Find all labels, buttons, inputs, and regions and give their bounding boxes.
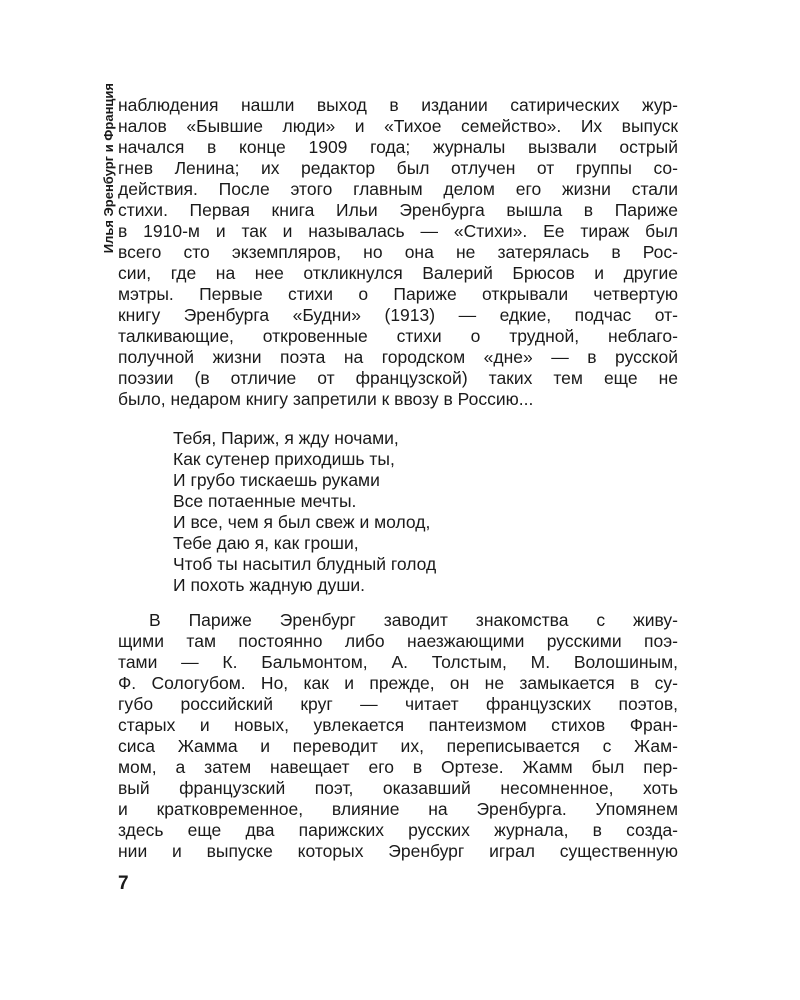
text-line: поэзии (в отличие от французской) таких тем еще не [118, 368, 678, 388]
text-line: действия. После этого главным делом его жизни стали [118, 179, 678, 199]
text-line: и кратковременное, влияние на Эренбурга. Упомянем [118, 799, 678, 819]
text-line: нии и выпуске которых Эренбург играл существенную [118, 841, 678, 861]
text-line: мэтры. Первые стихи о Париже открывали четвертую [118, 284, 678, 304]
text-line: мом, а затем навещает его в Ортезе. Жамм был пер- [118, 757, 678, 777]
text-line: налов «Бывшие люди» и «Тихое семейство». Их выпуск [118, 116, 678, 136]
text-line: наблюдения нашли выход в издании сатирических жур- [118, 95, 678, 115]
poem-line: Тебя, Париж, я жду ночами, [173, 428, 399, 448]
poem-line: И похоть жадную души. [173, 575, 366, 595]
poem-line: Тебе даю я, как гроши, [173, 533, 359, 553]
poem-line: И грубо тискаешь руками [173, 470, 380, 490]
poem-line: Как сутенер приходишь ты, [173, 449, 395, 469]
text-line: Ф. Сологубом. Но, как и прежде, он не замыкается в су- [118, 673, 678, 693]
text-line: в 1910-м и так и называлась — «Стихи». Ее тираж был [118, 221, 678, 241]
poem-line: Все потаенные мечты. [173, 491, 357, 511]
text-line: сии, где на нее откликнулся Валерий Брюсов и другие [118, 263, 678, 283]
text-line: было, недаром книгу запретили к ввозу в Россию... [118, 389, 534, 409]
poem-stanza [173, 428, 573, 596]
text-line: тами — К. Бальмонтом, А. Толстым, М. Волошиным, [118, 652, 678, 672]
text-line: сиса Жамма и переводит их, переписывается с Жам- [118, 736, 678, 756]
text-line: книгу Эренбурга «Будни» (1913) — едкие, подчас от- [118, 305, 678, 325]
text-line: щими там постоянно либо наезжающими русскими поэ- [118, 631, 678, 651]
poem-line: И все, чем я был свеж и молод, [173, 512, 431, 532]
text-line: губо российский круг — читает французских поэтов, [118, 694, 678, 714]
text-line: старых и новых, увлекается пантеизмом стихов Фран- [118, 715, 678, 735]
running-head [100, 83, 118, 255]
text-line: талкивающие, откровенные стихи о трудной, неблаго- [118, 326, 678, 346]
text-line: начался в конце 1909 года; журналы вызвали острый [118, 137, 678, 157]
page-number: 7 [118, 873, 129, 894]
text-line: гнев Ленина; их редактор был отлучен от группы со- [118, 158, 678, 178]
text-line: здесь еще два парижских русских журнала, в созда- [118, 820, 678, 840]
paragraph-2 [118, 610, 678, 862]
text-line: В Париже Эренбург заводит знакомства с живу- [149, 610, 678, 630]
text-line: вый французский поэт, оказавший несомненное, хоть [118, 778, 678, 798]
running-head-text: Илья Эренбург и Франция [101, 83, 116, 254]
poem-line: Чтоб ты насытил блудный голод [173, 554, 437, 574]
paragraph-1 [118, 95, 678, 410]
text-line: стихи. Первая книга Ильи Эренбурга вышла в Париже [118, 200, 678, 220]
text-line: всего сто экземпляров, но она не затерялась в Рос- [118, 242, 678, 262]
text-line: получной жизни поэта на городском «дне» — в русской [118, 347, 678, 367]
